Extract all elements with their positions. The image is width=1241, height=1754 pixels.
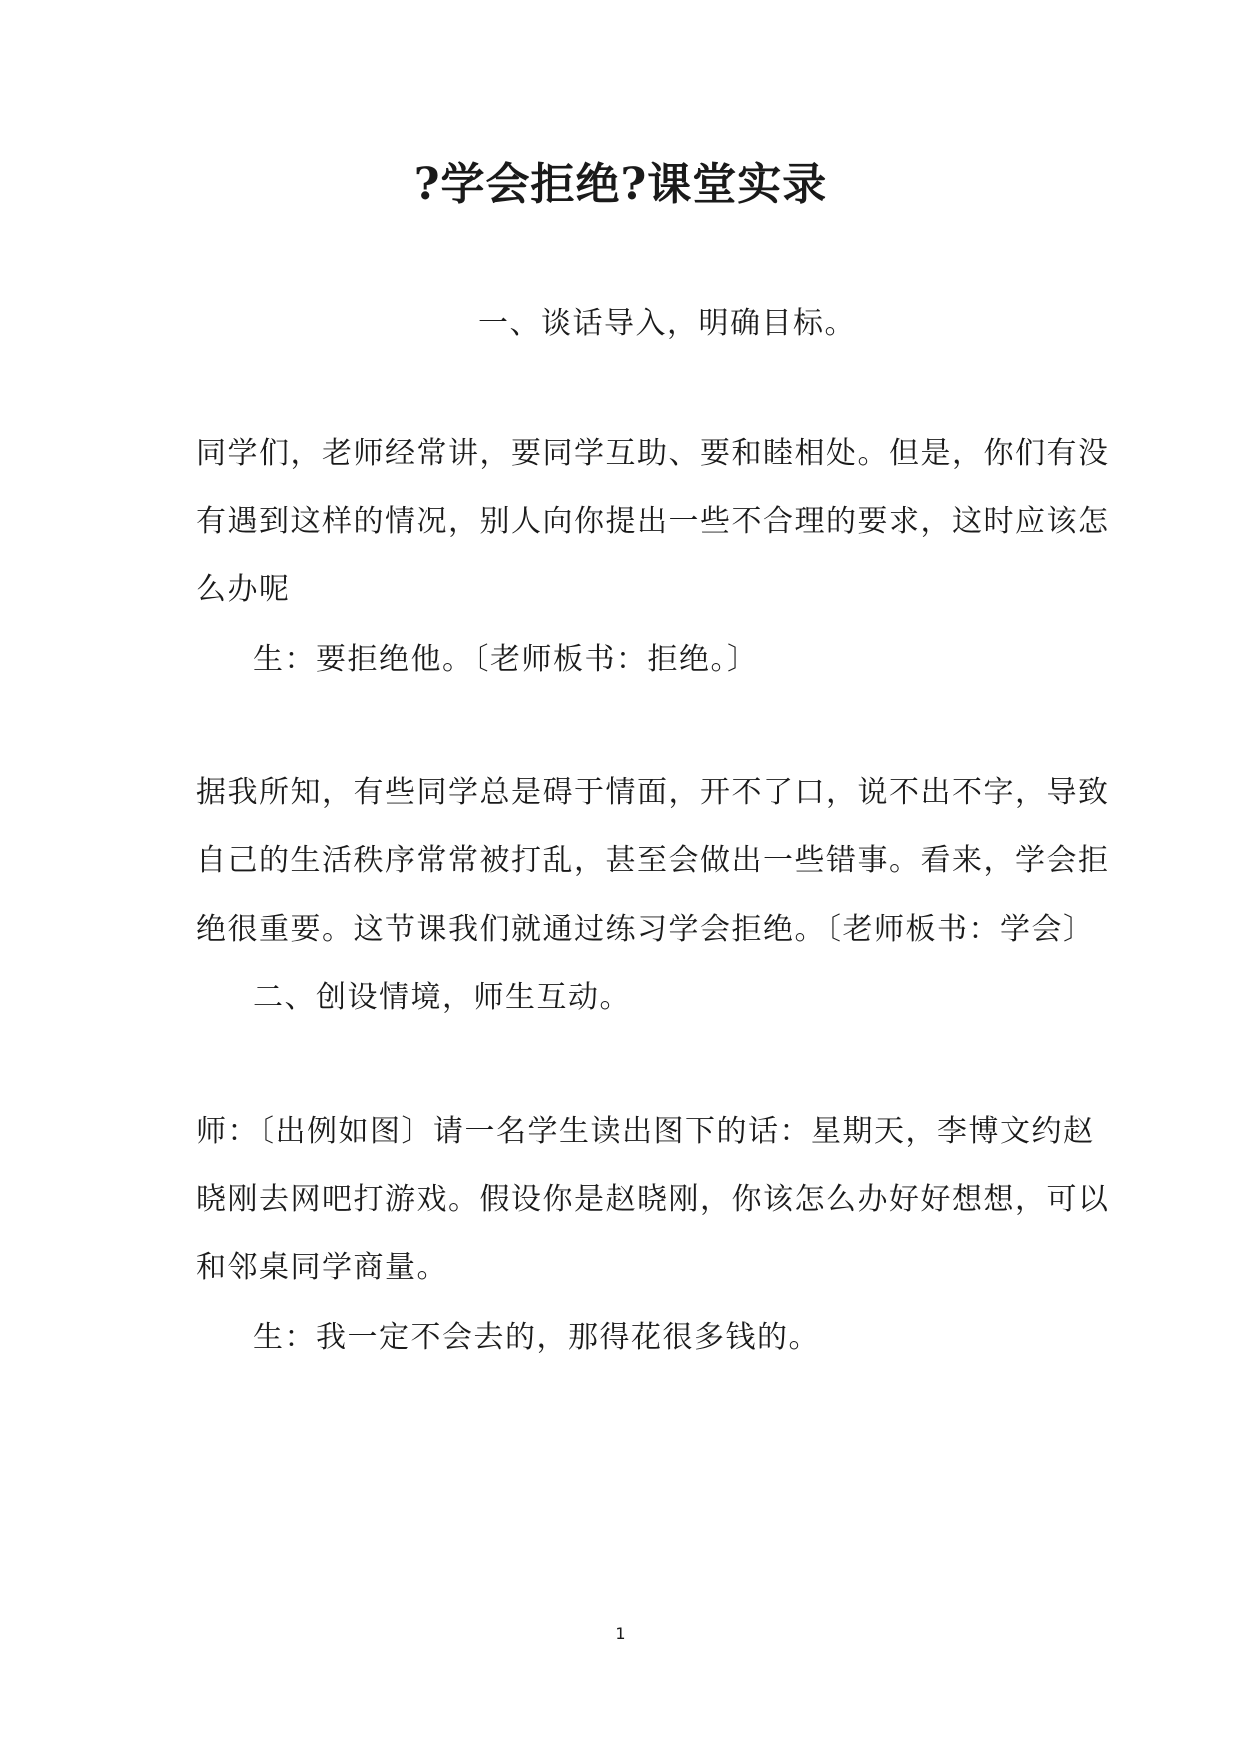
paragraph-line: 同学们，老师经常讲，要同学互助、要和睦相处。但是，你们有没 xyxy=(196,436,1110,471)
page-title: ?学会拒绝?课堂实录 xyxy=(413,159,828,210)
paragraph-line: 么办呢 xyxy=(196,572,291,607)
paragraph-line: 有遇到这样的情况，别人向你提出一些不合理的要求，这时应该怎 xyxy=(196,504,1110,539)
student-reply: 生：要拒绝他。〔老师板书：拒绝。〕 xyxy=(253,642,759,677)
paragraph-line: 和邻桌同学商量。 xyxy=(196,1250,448,1285)
paragraph-line: 据我所知，有些同学总是碍于情面，开不了口，说不出不字，导致 xyxy=(196,775,1110,810)
page-number: 1 xyxy=(615,1624,626,1643)
paragraph-line: 师：〔出例如图〕请一名学生读出图下的话：星期天，李博文约赵 xyxy=(196,1114,1095,1149)
student-reply: 生：我一定不会去的，那得花很多钱的。 xyxy=(253,1320,820,1355)
paragraph-line: 绝很重要。这节课我们就通过练习学会拒绝。〔老师板书：学会〕 xyxy=(196,912,1095,947)
paragraph-line: 自己的生活秩序常常被打乱，甚至会做出一些错事。看来，学会拒 xyxy=(196,843,1110,878)
paragraph-line: 晓刚去网吧打游戏。假设你是赵晓刚，你该怎么办好好想想，可以 xyxy=(196,1182,1110,1217)
section-heading-2: 二、创设情境，师生互动。 xyxy=(253,980,631,1015)
section-heading-1: 一、谈话导入，明确目标。 xyxy=(478,306,856,341)
